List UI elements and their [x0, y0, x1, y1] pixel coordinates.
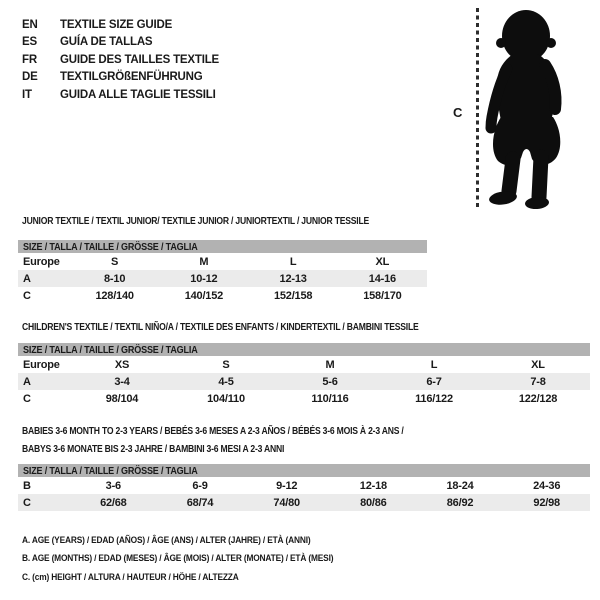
- junior-size-table: [18, 240, 427, 304]
- note-age-months: B. AGE (MONTHS) / EDAD (MESES) / ÂGE (MOIS) / ALTER (MONATE) / ETÀ (MESI): [22, 553, 334, 565]
- size-cell: 140/152: [184, 289, 224, 302]
- size-cell: 6-9: [192, 479, 208, 492]
- row-label: A: [23, 272, 31, 285]
- row-label: B: [23, 479, 31, 492]
- language-row-fr: [22, 51, 219, 69]
- size-cell: 4-5: [218, 375, 234, 388]
- size-cell: L: [289, 255, 297, 268]
- table-row-age: [18, 270, 427, 287]
- children-size-table: [18, 343, 590, 407]
- table-row-height: [18, 390, 590, 407]
- language-label: GUÍA DE TALLAS: [60, 36, 153, 49]
- babies-table-title: BABIES 3-6 MONTH TO 2-3 YEARS / BEBÉS 3-6 MESES A 2-3 AÑOS / BÉBÉS 3-6 MOIS À 2-3 ANS / BABYS 3-6 MONATE BIS 2-3 JAHRE / BAMBINI 3-6 MESI A 2-3 ANNI: [22, 426, 404, 455]
- size-cell: 14-16: [368, 272, 396, 285]
- size-cell: 5-6: [322, 375, 338, 388]
- language-row-en: [22, 16, 219, 34]
- size-cell: 10-12: [190, 272, 218, 285]
- language-label: TEXTILE SIZE GUIDE: [60, 18, 173, 31]
- table-row-height: [18, 287, 427, 304]
- size-header-bar: SIZE / TALLA / TAILLE / GRÖSSE / TAGLIA: [18, 343, 590, 356]
- size-cell: M: [325, 358, 335, 371]
- size-cell: 92/98: [533, 496, 560, 509]
- row-label: C: [23, 289, 31, 302]
- size-cell: 80/86: [360, 496, 387, 509]
- language-guide-list: [22, 16, 219, 104]
- size-cell: S: [111, 255, 119, 268]
- table-row-height: [18, 494, 590, 511]
- language-label: GUIDA ALLE TAGLIE TESSILI: [60, 88, 216, 101]
- size-cell: 68/74: [186, 496, 214, 509]
- size-cell: 128/140: [95, 289, 134, 302]
- size-cell: 24-36: [533, 479, 561, 492]
- size-header-bar: SIZE / TALLA / TAILLE / GRÖSSE / TAGLIA: [18, 464, 590, 477]
- note-age-years: A. AGE (YEARS) / EDAD (AÑOS) / ÂGE (ANS) / ALTER (JAHRE) / ETÀ (ANNI): [22, 534, 311, 546]
- table-row-age-months: [18, 477, 590, 494]
- language-label: TEXTILGRÖßENFÜHRUNG: [60, 71, 203, 84]
- size-cell: S: [222, 358, 230, 371]
- size-cell: XS: [114, 358, 130, 371]
- size-cell: 98/104: [105, 392, 139, 405]
- junior-table-title: JUNIOR TEXTILE / TEXTIL JUNIOR/ TEXTILE JUNIOR / JUNIORTEXTIL / JUNIOR TESSILE: [22, 216, 370, 227]
- size-cell: 12-18: [359, 479, 387, 492]
- language-code: DE: [22, 71, 38, 84]
- size-cell: 104/110: [207, 392, 245, 405]
- size-cell: 8-10: [104, 272, 126, 285]
- silhouette-shorts: [493, 117, 560, 165]
- children-table-title: CHILDREN'S TEXTILE / TEXTIL NIÑO/A / TEXTILE DES ENFANTS / KINDERTEXTIL / BAMBINI TESSILE: [22, 322, 419, 333]
- row-label: Europe: [23, 358, 60, 371]
- size-cell: 6-7: [426, 375, 442, 388]
- size-cell: XL: [375, 255, 390, 268]
- size-cell: XL: [531, 358, 545, 371]
- language-code: FR: [22, 53, 37, 66]
- language-code: ES: [22, 36, 37, 49]
- size-cell: 122/128: [518, 392, 558, 405]
- size-cell: 116/122: [415, 392, 453, 405]
- language-code: IT: [22, 88, 32, 101]
- height-measure-label: C: [453, 105, 463, 120]
- babies-size-table: [18, 464, 590, 511]
- size-cell: 18-24: [446, 479, 474, 492]
- size-header-bar: SIZE / TALLA / TAILLE / GRÖSSE / TAGLIA: [18, 240, 427, 253]
- table-row-europe: [18, 253, 427, 270]
- note-height-cm: C. (cm) HEIGHT / ALTURA / HAUTEUR / HÖHE / ALTEZZA: [22, 571, 239, 583]
- size-cell: 110/116: [311, 392, 349, 405]
- size-cell: 74/80: [273, 496, 300, 509]
- row-label: Europe: [23, 255, 60, 268]
- size-cell: 7-8: [530, 375, 546, 388]
- table-row-age: [18, 373, 590, 390]
- silhouette-leg-right: [539, 157, 541, 197]
- size-cell: 3-6: [105, 479, 121, 492]
- silhouette-leg-left: [509, 159, 513, 191]
- row-label: C: [23, 496, 31, 509]
- size-cell: M: [199, 255, 209, 268]
- size-cell: 86/92: [446, 496, 474, 509]
- toddler-silhouette-icon: [479, 9, 575, 209]
- size-cell: 3-4: [114, 375, 130, 388]
- language-code: EN: [22, 18, 38, 31]
- size-cell: 12-13: [279, 272, 307, 285]
- size-cell: 158/170: [363, 289, 402, 302]
- size-cell: L: [430, 358, 438, 371]
- silhouette-ear-left: [496, 38, 506, 48]
- language-row-es: [22, 34, 219, 52]
- row-label: C: [23, 392, 31, 405]
- size-cell: 62/68: [100, 496, 127, 509]
- language-label: GUIDE DES TAILLES TEXTILE: [60, 53, 219, 66]
- silhouette-ear-right: [546, 38, 556, 48]
- size-cell: 9-12: [276, 479, 298, 492]
- table-row-europe: [18, 356, 590, 373]
- row-label: A: [23, 375, 31, 388]
- size-cell: 152/158: [273, 289, 313, 302]
- language-row-it: [22, 86, 219, 104]
- language-row-de: [22, 69, 219, 87]
- legend-notes: [22, 531, 376, 587]
